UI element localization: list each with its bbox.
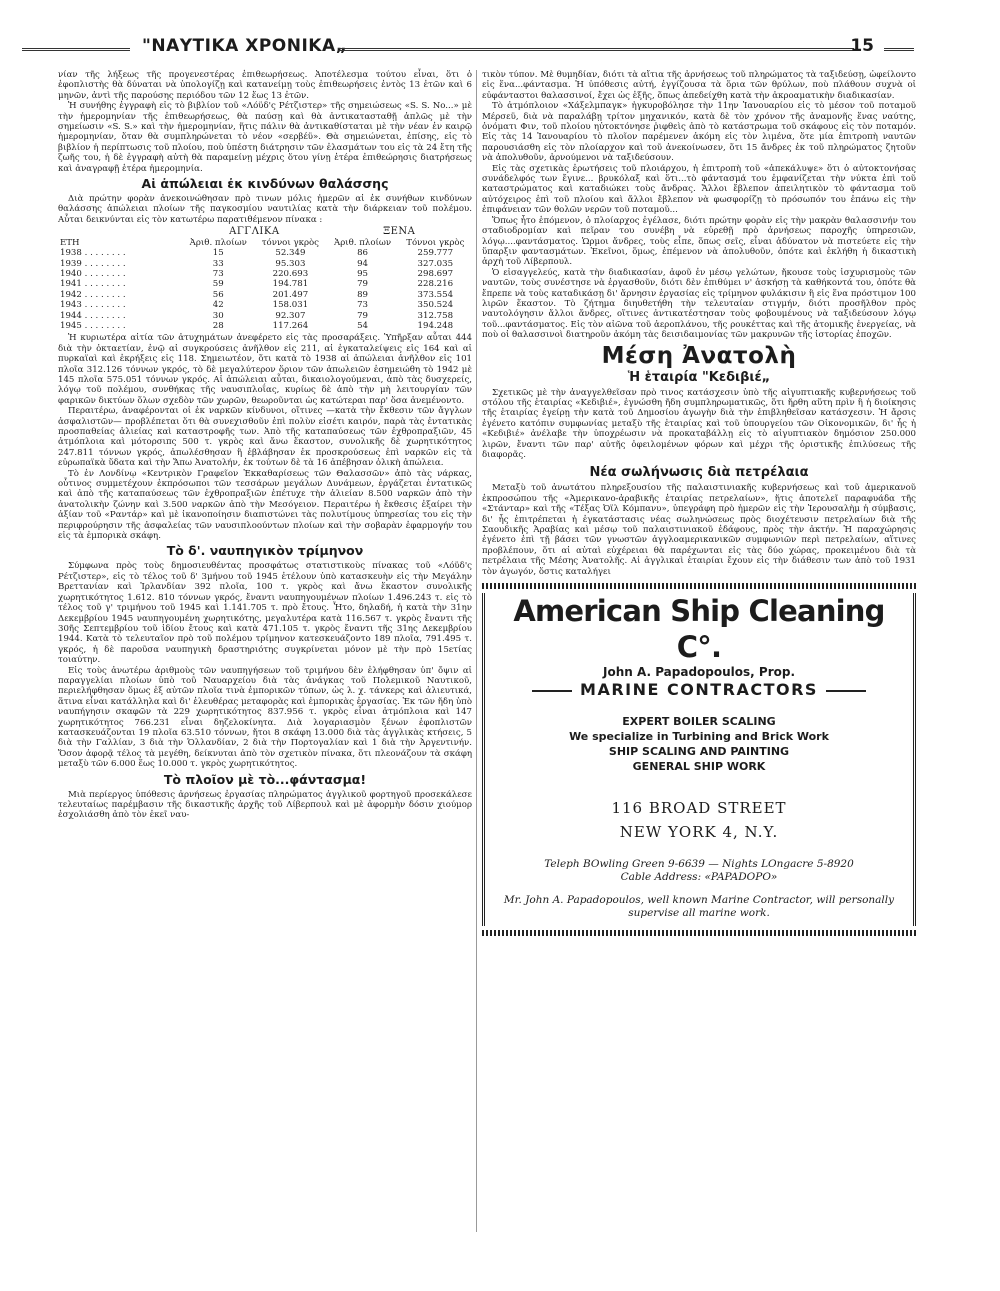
paragraph-london: Τὸ ἐν Λονδίνῳ «Κεντρικὸν Γραφεῖον Ἐκκαθαρίσεως τῶν Θαλασσῶν» ἀπὸ τὰς νάρκας, οὗτινος συμμετέχουν ἐκπρόσωποι τῶν τεσσάρων μεγάλων Δυνάμεων, ἐργάζεται ἐντατικῶς καὶ ἀπὸ τῆς καταπαύσεως τῶν ἐχθροπραξιῶν ἐπέτυχε τὴν ἁλιείαν 8.500 ναρκῶν ἀπὸ τὴν ἀνατολικὴν ζώνην καὶ 3.500 ναρκῶν ἀπὸ τὴν Μεσόγειον. Περαιτέρω ἡ ἔκθεσις ἐξαίρει τὴν ἀξίαν τοῦ «Ραντάρ» καὶ μὲ ἱκανοποίησιν διαπιστώνει τὰς πολυτίμους ὑπηρεσίας του εἰς τὴν περιφρούρησιν τῆς ἀσφαλείας τῶν ναυσιπλοούντων πλοίων καὶ τὴν σοβαρὰν ἐφαρμογήν του εἰς τὰ ἐμπορικὰ σκάφη. xyxy=(58,468,472,542)
cell-ships-foreign: 86 xyxy=(357,248,369,259)
table-row xyxy=(58,248,472,258)
ad-dash-left xyxy=(532,690,572,692)
ad-dash-right xyxy=(826,690,866,692)
column-divider xyxy=(476,70,477,1232)
cell-tons-british: 201.497 xyxy=(272,289,309,300)
ad-cable: Cable Address: «PAPADOPO» xyxy=(620,870,778,883)
cell-tons-foreign: 259.777 xyxy=(417,248,454,259)
ad-bottom-border xyxy=(482,930,916,936)
heading-losses: Αἱ ἀπώλειαι ἐκ κινδύνων θαλάσσης xyxy=(141,176,389,192)
table-row xyxy=(58,269,472,279)
table-group-header xyxy=(58,227,472,237)
cell-tons-british: 52.349 xyxy=(275,248,306,259)
cell-ships-british: 30 xyxy=(212,310,224,321)
cell-tons-foreign: 194.248 xyxy=(417,320,454,331)
table-row xyxy=(58,311,472,321)
cell-ships-foreign: 79 xyxy=(357,279,369,290)
paragraph-quarter-2: Εἰς τοὺς ἀνωτέρω ἀριθμοὺς τῶν ναυπηγήσεων τοῦ τριμήνου δὲν ἐλήφθησαν ὑπ' ὄψιν αἱ παραγγελίαι πλοίων ὑπὸ τοῦ Ναυαρχείου διὰ τὰς ἀνάγκας τοῦ Πολεμικοῦ Ναυτικοῦ, περιελήφθησαν ὅμως ἐξ αὐτῶν πλοῖα τινὰ ἐμπορικῶν τύπων, ὡς λ. χ. τάνκερς καὶ ἁλιευτικά, ἅτινα εἶναι κατάλληλα καὶ δι' ἐλευθέρας μεταφορὰς καὶ ἐμπορικὰς ἐργασίας. Ἐκ τῶν ἤδη ὑπὸ ναυπήγησιν σκαφῶν τὰ 229 χωρητικότητος 837.956 τ. γκρὸς εἶναι ἀτμόπλοια καὶ 147 χωρητικότητος 766.231 εἶναι δηζελοκίνητα. Διὰ λογαριασμὸν ξένων ἐφοπλιστῶν κατασκευάζονται 19 πλοῖα 63.510 τόννων, ἤτοι 8 σκάφη 13.000 διὰ τὰς ἀγγλικὰς κτήσεις, 5 διὰ τὴν Γαλλίαν, 3 διὰ τὴν Ὁλλανδίαν, 2 διὰ τὴν Πορτογαλίαν καὶ 1 διὰ τὴν Ἀργεντινήν. Ὅσον ἀφορᾷ τέλος τὰ μεγέθη, δείκνυται ἀπὸ τὸν σχετικὸν πίνακα, ὅτι πλεονάζουν τὰ σκάφη μεταξὺ τῶν 6.000 ἕως 10.000 τ. γκρὸς χωρητικότητος. xyxy=(58,665,473,770)
paragraph-ghost: Μιὰ περίεργος ὑπόθεσις ἀρνήσεως ἐργασίας πληρώματος ἀγγλικοῦ φορτηγοῦ προσεκάλεσε τελευταίως παρέμβασιν τῆς δικαστικῆς ἀρχῆς τοῦ Λίβερπουλ καὶ μὲ ἀφορμὴν δόσιν χιούμορ ἐσχολιάσθη ἀπὸ τὸν ἐκεῖ ναυ- xyxy=(58,789,472,821)
page-header xyxy=(22,36,914,60)
cell-tons-foreign: 350.524 xyxy=(417,300,454,311)
cell-ships-british: 28 xyxy=(212,320,224,331)
table-column-header xyxy=(58,238,472,248)
ad-line-scaling: SHIP SCALING AND PAINTING xyxy=(608,744,790,758)
ad-company-name: American Ship Cleaning C°. xyxy=(513,594,885,665)
cell-year: 1941 . . . . . . . . xyxy=(60,279,126,290)
cell-year: 1939 . . . . . . . . xyxy=(60,258,126,269)
advertisement xyxy=(482,593,916,926)
cell-tons-british: 220.693 xyxy=(272,268,309,279)
cell-tons-foreign: 298.697 xyxy=(417,268,454,279)
paragraph-quarter-1: Σύμφωνα πρὸς τοὺς δημοσιευθέντας προσφάτως στατιστικοὺς πίνακας τοῦ «Λόϋδ'ς Ρέτζιστερ», εἰς τὸ τέλος τοῦ δ' 3μήνου τοῦ 1945 ἐτέλουν ὑπὸ κατασκευὴν εἰς τὴν Μεγάλην Βρεττανίαν καὶ Ἰρλανδίαν 392 πλοῖα, 100 τ. γκρὸς καὶ ἄνω ἕκαστον συνολικῆς χωρητικότητος 1.612. 810 τόννων γκρός, ἔναντι ναυπηγουμένων πλοίων 1.496.243 τ. εἰς τὸ τέλος τοῦ γ' τριμήνου τοῦ 1945 καὶ 1.141.705 τ. πρὸ ἔτους. Ἦτο, δηλαδή, ἡ κατὰ τὴν 31ην Δεκεμβρίου 1945 ναυπηγουμένη χωρητικότης, μεγαλυτέρα κατὰ 116.567 τ. γκρὸς ἔναντι τῆς 30ῆς Σεπτεμβρίου τοῦ ἰδίου ἔτους καὶ κατὰ 471.105 τ. γκρὸς ἔναντι τῆς 31ης Δεκεμβρίου 1944. Κατὰ τὸ τελευταῖον πρὸ τοῦ πολέμου τρίμηνον κατεσκευάζοντο 189 πλοῖα, 791.495 τ. γκρός, ἡ δὲ παροῦσα ναυπηγικὴ δραστηριότης συγκρίνεται μόνον μὲ τὴν πρὸ 15ετίας τοιαύτην. xyxy=(58,561,472,666)
cell-year: 1944 . . . . . . . . xyxy=(60,310,126,321)
ad-line-specialize: We specialize in Turbining and Brick Work xyxy=(569,729,829,743)
right-column xyxy=(482,70,916,936)
ad-proprietor: John A. Papadopoulos, Prop. xyxy=(602,665,796,680)
paragraph-ghost-5: Ὁ εἰσαγγελεύς, κατὰ τὴν διαδικασίαν, ἀφοῦ ἐν μέσῳ γελώτων, ἤκουσε τοὺς ἰσχυρισμοὺς τῶν ναυτῶν, τοὺς συνέστησε νὰ ἐργασθοῦν, διότι δὲν ἐπιθύμει ν' ἀσκήσῃ τὰ καθήκοντά του, ὁπότε θὰ ἔπρεπε νὰ τοὺς καταδικάσῃ δι' ἄρνησιν ἐργασίας εἰς τρίμηνον φυλάκισιν ἢ εἰς ἕνα πρόστιμον 100 λιρῶν ἕκαστον. Τὸ ζήτημα διηυθετήθη τὴν τελευταίαν στιγμήν, διότι προσῆλθον πρὸς ναυτολόγησιν ἄλλοι ἄνδρες, οἵτινες ἀντικατέστησαν τοὺς φοβουμένους νὰ ταξιδεύσουν λόγῳ τοῦ...φαντάσματος. Εἰς τὸν αἰῶνα τοῦ ἀεροπλάνου, τῆς ρουκέττας καὶ τῆς ἀτομικῆς ἐνεργείας, νὰ ποὺ οἱ θαλασσινοὶ διατηροῦν ἀκόμη τὰς δεισιδαιμονίας τῶν μακρυνῶν τῆς ἱστορίας ἐποχῶν. xyxy=(482,267,916,341)
paragraph-ghost-4: Ὅπως ἦτο ἑπόμενον, ὁ πλοίαρχος ἐγέλασε, διότι πρώτην φορὰν εἰς τὴν μακρὰν θαλασσινήν του σταδιοδρομίαν καὶ πεῖραν του συνέβη νὰ εὑρεθῇ πρὸ ἀρνήσεως παροχῆς ὑπηρεσιῶν, λόγῳ....φαντάσματος. Ὡρμοι ἄνδρες, τοὺς εἶπε, ὅπως σεῖς, εἶναι ἀδύνατον νὰ πιστεύετε εἰς τὴν ὕπαρξιν φαντασμάτων. Ἐκεῖνοι, ὅμως, ἐπέμενον νὰ ἀπολυθοῦν, ὁπότε καὶ ἐκλήθη ἡ δικαστικὴ ἀρχὴ τοῦ Λίβερπουλ. xyxy=(482,215,916,268)
cell-ships-british: 73 xyxy=(212,268,224,279)
col-year: ΕΤΗ xyxy=(60,237,80,248)
cell-ships-british: 56 xyxy=(212,289,224,300)
cell-tons-foreign: 327.035 xyxy=(417,258,454,269)
cell-ships-british: 33 xyxy=(212,258,224,269)
heading-pipeline: Νέα σωλήνωσις διὰ πετρέλαια xyxy=(589,465,809,481)
ad-phone: Teleph BOwling Green 9-6639 — Nights LOngacre 5-8920 xyxy=(544,857,854,870)
cell-year: 1938 . . . . . . . . xyxy=(60,248,126,259)
left-column xyxy=(58,70,472,821)
cell-ships-foreign: 95 xyxy=(357,268,369,279)
heading-middle-east: Μέση Ἀνατολὴ xyxy=(601,342,797,369)
ad-marine-contractors xyxy=(495,680,903,700)
table-row xyxy=(58,300,472,310)
ad-line-general: GENERAL SHIP WORK xyxy=(632,759,766,773)
table-row xyxy=(58,290,472,300)
paragraph-ghost-3: Εἰς τὰς σχετικὰς ἐρωτήσεις τοῦ πλοιάρχου, ἡ ἐπιτροπὴ τοῦ «ἀπεκάλυψε» ὅτι ὁ αὐτοκτονήσας συνάδελφός των ἔγινε... βρυκόλαξ καὶ ὅτι...τὸ φάντασμά του ἐμφανίζεται τὴν νύκτα ἐπὶ τοῦ καταστρώματος καὶ καταδιώκει τοὺς ἄνδρας. Ἄλλοι ἔβλεπον ἀπειλητικὸν τὸ φάντασμα τοῦ αὐτόχειρος ἐπὶ τοῦ πλοίου καὶ ἄλλοι ἔβλεπον νὰ φωσφορίζῃ τὸ πρόσωπόν του ἐπάνω εἰς τὴν ἐπιφάνειαν τῶν θολῶν νερῶν τοῦ ποταμοῦ... xyxy=(482,163,916,216)
table-row xyxy=(58,321,472,331)
cell-year: 1940 . . . . . . . . xyxy=(60,268,126,279)
cell-tons-british: 95.303 xyxy=(275,258,306,269)
header-rule-right xyxy=(884,48,914,51)
publication-title: "ΝΑΥΤΙΚΑ ΧΡΟΝΙΚΑ„ xyxy=(142,36,348,56)
cell-ships-british: 59 xyxy=(212,279,224,290)
paragraph-ghost-continued: τικὸν τύπον. Μὲ θυμηδίαν, διότι τὰ αἴτια τῆς ἀρνήσεως τοῦ πληρώματος τὰ ταξιδεύσῃ, ὠφείλοντο εἰς ἕνα...φάντασμα. Ἡ ὑπόθεσις αὐτή, ἐγγίζουσα τὰ ὅρια τῶν θρύλων, ποὺ πλάθουν συχνὰ οἱ εὐφάνταστοι θαλασσινοί, ἔχει ὡς ἑξῆς, ὅπως ἀπεδείχθη κατὰ τὴν ἀκροαματικὴν διαδικασίαν. xyxy=(482,70,916,101)
paragraph-pipeline: Μεταξὺ τοῦ ἀνωτάτου πληρεξουσίου τῆς παλαιστινιακῆς κυβερνήσεως καὶ τοῦ ἀμερικανοῦ ἐκπροσώπου τῆς «Ἀμερικανο-ἀραβικῆς ἑταιρίας πετρελαίων», ἥτις ἀποτελεῖ παραφυάδα τῆς «Στάνταρ» καὶ τῆς «Τέξας Ὀϊλ Κόμπανυ», ὑπεγράφη πρὸ ἡμερῶν εἰς τὴν Ἱερουσαλὴμ ἡ σύμβασις, δι' ἧς ἐπιτρέπεται ἡ ἐγκατάστασις νέας σωληνώσεως πρὸς διοχέτευσιν πετρελαίων διὰ τῆς Σαουδικῆς Ἀραβίας καὶ μέσῳ τοῦ παλαιστινιακοῦ ἐδάφους, πρὸς τὴν ἀκτήν. Ἡ παραχώρησις ἐγένετο ἐπὶ τῇ βάσει τῶν γνωστῶν ἀγγλοαμερικανικῶν συμφωνιῶν περὶ πετρελαίων, αἵτινες προβλέπουν, ὅτι αἱ αὐταὶ εὐχέρειαι θὰ παρέχωνται εἰς τὰς δύο χώρας, προκειμένου διὰ τὰ πετρέλαια τῆς Μέσης Ἀνατολῆς. Αἱ ἀγγλικαὶ ἑταιρίαι ἔχουν εἰς τὴν διάθεσιν των ἀπὸ τοῦ 1931 τὸν ἀγωγόν, ὅστις καταλήγει xyxy=(482,483,916,577)
cell-tons-foreign: 228.216 xyxy=(417,279,454,290)
ad-note: Mr. John A. Papadopoulos, well known Marine Contractor, will personally supervise all marine work. xyxy=(503,893,895,919)
col-ships-foreign: Ἀριθ. πλοίων xyxy=(333,237,392,248)
cell-ships-foreign: 89 xyxy=(357,289,369,300)
table-row xyxy=(58,259,472,269)
group-foreign: ΞΕΝΑ xyxy=(383,226,416,238)
losses-table xyxy=(58,227,472,331)
cell-ships-british: 42 xyxy=(212,300,224,311)
cell-year: 1943 . . . . . . . . xyxy=(60,300,126,311)
ad-line-boiler: EXPERT BOILER SCALING xyxy=(622,714,776,728)
paragraph-ghost-2: Τὸ ἀτμόπλοιον «Χάξελμπαγκ» ἠγκυροβόλησε τὴν 11ην Ἰανουαρίου εἰς τὸ μέσον τοῦ ποταμοῦ Μέρσεϋ, διὰ νὰ παραλάβῃ τρίτον μηχανικόν, κατὰ δὲ τὸν χρόνον τῆς ἀναμονῆς ἕνας ναύτης, ὀνόματι Φιν, τοῦ πλοίου ηὐτοκτόνησε ῥιφθεὶς ἀπὸ τὸ κατάστρωμα τοῦ σκάφους εἰς τὸν ποταμόν. Εἰς τὰς 14 Ἰανουαρίου τὸ πλοῖον παρέμενεν ἀκόμη εἰς τὸν λιμένα, ὅτε μία ἐπιτροπὴ ναυτῶν παρουσιάσθη εἰς τὸν πλοίαρχον καὶ τοῦ ἀνεκοίνωσεν, ὅτι 15 ἄνδρες ἐκ τοῦ πληρώματος ζητοῦν νὰ ἀπολυθοῦν, ἀρνούμενοι νὰ ταξιδεύσουν. xyxy=(482,101,916,164)
table-row xyxy=(58,279,472,289)
ad-marine-text: MARINE CONTRACTORS xyxy=(580,680,818,700)
col-tons-british: τόννοι γκρὸς xyxy=(261,237,319,248)
group-british: ΑΓΓΛΙΚΑ xyxy=(229,226,280,238)
paragraph-lloyds: Ἡ συνήθης ἐγγραφὴ εἰς τὸ βιβλίον τοῦ «Λόϋδ'ς Ρέτζιστερ» τῆς σημειώσεως «S. S. No...» μὲ τὴν ἡμερομηνίαν τῆς ἐπιθεωρήσεως, θὰ παύσῃ καὶ θὰ ἀντικατασταθῇ ἁπλῶς μὲ τὴν σημείωσιν «S. S.» καὶ τὴν ἡμερομηνίαν, ἥτις πάλιν θὰ ἀντικαθίσταται μὲ τὴν νέαν ἐν καιρῷ ἡμερομηνίαν, ὅταν θὰ συμπληρώνεται τὸ νέον «σερβέϋ». Θὰ σημειώνεται, ἐπίσης, εἰς τὸ βιβλίον ἡ περίπτωσις τοῦ πλοίου, ποὺ ὑπέστη διάτρησιν τῶν ἐλασμάτων του εἰς τὰ 24 ἔτη τῆς ζωῆς του, ἡ δὲ ἐγγραφὴ αὐτὴ θὰ παραμείνῃ μέχρις ὅτου γίνῃ ἑτέρα ἐπιθεώρησις διατρήσεως καὶ ἀναγραφῇ ἑτέρα ἡμερομηνία. xyxy=(58,101,472,174)
ad-top-border xyxy=(482,583,916,589)
ad-city: NEW YORK 4, N.Y. xyxy=(619,822,779,841)
ad-street: 116 BROAD STREET xyxy=(611,798,787,817)
cell-ships-foreign: 79 xyxy=(357,310,369,321)
cell-ships-foreign: 94 xyxy=(357,258,369,269)
cell-ships-foreign: 73 xyxy=(357,300,369,311)
col-tons-foreign: Τόννοι γκρὸς xyxy=(406,237,465,248)
cell-tons-british: 117.264 xyxy=(272,320,309,331)
heading-ghost: Τὸ πλοῖον μὲ τὸ...φάντασμα! xyxy=(163,771,367,787)
cell-tons-british: 194.781 xyxy=(272,279,309,290)
paragraph-khedivial: Σχετικῶς μὲ τὴν ἀναγγελθεῖσαν πρὸ τινος κατάσχεσιν ὑπὸ τῆς αἰγυπτιακῆς κυβερνήσεως τοῦ στόλου τῆς ἑταιρίας «Κεδιβιέ», ἐγνώσθη ἤδη συμπληρωματικῶς, ὅτι ἤρθη αὕτη πρὶν ἢ ἡ διοίκησις τῆς ἑταιρίας ἐγείρῃ τὴν κατὰ τοῦ Δημοσίου ἀγωγὴν διὰ τὴν ἐπιβληθεῖσαν κατάσχεσιν. Ἡ ἄρσις ἐγένετο κατόπιν συμφωνίας μεταξὺ τῆς ἑταιρίας καὶ τοῦ ὑπουργείου τῶν Οἰκονομικῶν, δι' ἧς ἡ «Κεδιβιέ» ἀνέλαβε τὴν ὑποχρέωσιν νὰ προκαταβάλλῃ εἰς τὸ αἰγυπτιακὸν δημόσιον 250.000 λιρῶν, ἔναντι τῶν παρ' αὐτῆς ὀφειλομένων φόρων καὶ μέχρι τῆς ὁριστικῆς ἐπιλύσεως τῆς διαφορᾶς. xyxy=(482,387,916,460)
losses-table-body xyxy=(58,248,472,331)
header-rule-middle xyxy=(338,48,854,51)
heading-quarter: Τὸ δ'. ναυπηγικὸν τρίμηνον xyxy=(166,543,364,559)
heading-khedivial: Ἡ ἑταιρία "Κεδιβιέ„ xyxy=(627,369,771,385)
page-number: 15 xyxy=(850,36,874,56)
col-ships-british: Ἀριθ. πλοίων xyxy=(189,237,247,248)
paragraph-causes: Ἡ κυριωτέρα αἰτία τῶν ἀτυχημάτων ἀνεφέρετο εἰς τὰς προσαράξεις. Ὑπῆρξαν αὗται 444 διὰ τὴν ὀκταετίαν, ἐνῷ αἱ συγκρούσεις ἀνῆλθον εἰς 211, αἱ ἐγκαταλείψεις εἰς 164 καὶ αἱ πυρκαϊαὶ καὶ ἐκρήξεις εἰς 118. Σημειωτέον, ὅτι κατὰ τὸ 1938 αἱ ἀπώλειαι ἀνῆλθον εἰς 101 πλοῖα 312.126 τόννων γκρός, τὸ δὲ μεγαλύτερον ὅριον τῶν ἀπωλειῶν ἐσημειώθη τὸ 1942 μὲ 145 πλοῖα 575.051 τόννων γκρός. Αἱ ἀπώλειαι αὗται, δικαιολογούμεναι, ἀπὸ τὰς δυσχερείς, λόγῳ τοῦ πολέμου, συνθήκας τῆς ναυσιπλοΐας, κυρίως δὲ ἀπὸ τὴν μὴ λειτουργίαν τῶν φαρικῶν δικτύων ὅλων σχεδὸν τῶν χωρῶν, θεωροῦνται ὡς κατώτεραι παρ' ὅσα ἀνεμένοντο. xyxy=(58,333,472,406)
cell-tons-british: 158.031 xyxy=(272,300,309,311)
paragraph-intro: νίαν τῆς λήξεως τῆς προγενεστέρας ἐπιθεωρήσεως. Ἀποτέλεσμα τούτου εἶναι, ὅτι ὁ ἐφοπλιστὴς θὰ δύναται νὰ ὑπολογίζῃ καὶ κατανείμῃ τοὺς ἐπιθεωρήσεις ἐντὸς 13 ἐτῶν καὶ 6 μηνῶν, ἀντὶ τῆς παρούσης περιόδου τῶν 12 ἕως 13 ἐτῶν. xyxy=(58,70,472,101)
cell-tons-foreign: 373.554 xyxy=(417,289,454,300)
cell-tons-british: 92.307 xyxy=(275,310,306,321)
cell-year: 1942 . . . . . . . . xyxy=(60,289,126,300)
header-rule-left xyxy=(22,48,130,51)
paragraph-mines: Περαιτέρω, ἀναφέρονται οἱ ἐκ ναρκῶν κίνδυνοι, οἵτινες —κατὰ τὴν ἔκθεσιν τῶν ἄγγλων ἀσφαλιστῶν— προβλέπεται ὅτι θὰ συνεχισθοῦν ἐπὶ πολὺν εἰσέτι καιρόν, παρὰ τὰς ἐντατικὰς προσπαθείας ἁλιείας καὶ καταστροφῆς των. Ἀπὸ τῆς καταπαύσεως τῶν ἐχθροπραξιῶν, 45 ἀτμόπλοια καὶ μότορσιπς 500 τ. γκρὸς καὶ ἄνω ἕκαστον, συνολικῆς δὲ χωρητικότητος 247.811 τόννων γκρός, ἀπωλέσθησαν ἢ ἐβλάβησαν ἐκ προσκρούσεως ἐπὶ ναρκῶν εἰς τὰ εὐρωπαϊκὰ ὕδατα καὶ τὴν Ἄπω Ἀνατολήν, ἐκ τούτων δὲ τὰ 16 ἀπέβησαν ὁλικὴ ἀπώλεια. xyxy=(58,406,472,469)
cell-year: 1945 . . . . . . . . xyxy=(60,320,126,331)
cell-ships-british: 15 xyxy=(212,248,224,259)
paragraph-losses: Διὰ πρώτην φορὰν ἀνεκοινώθησαν πρὸ τινων μόλις ἡμερῶν αἱ ἐκ συνήθων κινδύνων θαλάσσης ἀπώλειαι πλοίων τῆς παγκοσμίου ναυτιλίας κατὰ τὴν διάρκειαν τοῦ πολέμου. Αὗται δεικνύνται εἰς τὸν κατωτέρω παρατιθέμενον πίνακα : xyxy=(58,194,472,225)
cell-ships-foreign: 54 xyxy=(357,320,369,331)
cell-tons-foreign: 312.758 xyxy=(417,310,454,321)
